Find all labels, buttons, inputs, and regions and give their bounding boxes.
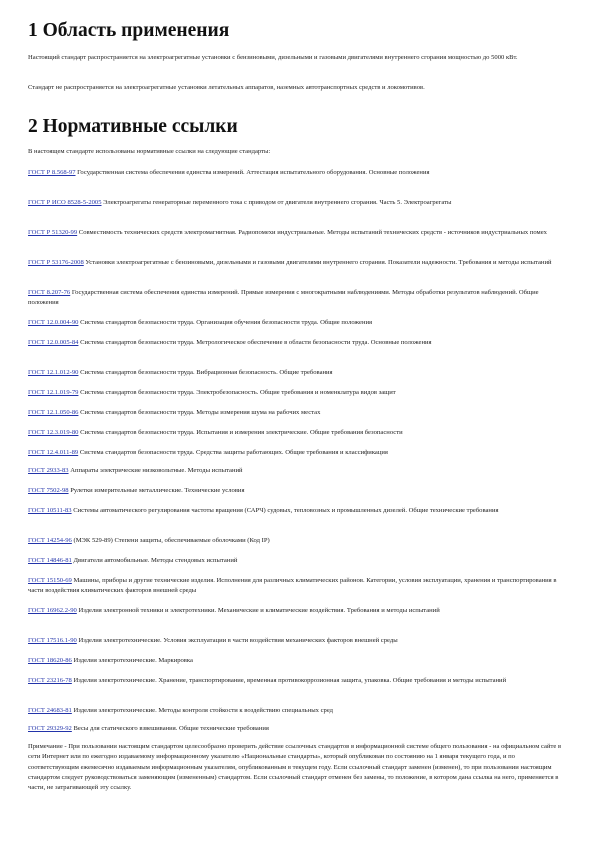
standard-link[interactable]: ГОСТ 16962.2-90 <box>28 607 77 614</box>
reference-item <box>28 636 564 646</box>
standard-link[interactable]: ГОСТ 12.0.005-84 <box>28 339 79 346</box>
standard-link[interactable]: ГОСТ 29329-92 <box>28 725 72 732</box>
standard-link[interactable]: ГОСТ 15150-69 <box>28 577 72 584</box>
reference-item <box>28 576 564 597</box>
reference-item <box>28 448 564 458</box>
standard-link[interactable]: ГОСТ 14846-81 <box>28 557 72 564</box>
standard-link[interactable]: ГОСТ 12.1.050-86 <box>28 409 79 416</box>
reference-item <box>28 506 564 516</box>
standard-link[interactable]: ГОСТ 23216-78 <box>28 677 72 684</box>
reference-item <box>28 258 564 268</box>
standard-title: Государственная система обеспечения единства измерений. Аттестация испытательного оборудования. Основные положения <box>75 169 430 176</box>
standard-title: Система стандартов безопасности труда. Вибрационная безопасность. Общие требования <box>78 369 333 376</box>
standard-title: Изделия электронной техники и электротехники. Механические и климатические воздействия. Требования и методы испытаний <box>76 607 440 614</box>
reference-item <box>28 656 564 666</box>
standard-link[interactable]: ГОСТ 12.1.012-90 <box>28 369 79 376</box>
reference-item <box>28 556 564 566</box>
reference-item <box>28 606 564 616</box>
standard-link[interactable]: ГОСТ 17516.1-90 <box>28 637 77 644</box>
standard-title: Аппараты электрические низковольтные. Методы испытаний <box>68 467 243 474</box>
standard-title: Двигатели автомобильные. Методы стендовых испытаний <box>71 557 238 564</box>
standard-link[interactable]: ГОСТ Р 53176-2008 <box>28 259 84 266</box>
standard-title: Изделия электротехнические. Методы контроля стойкости к воздействию специальных сред <box>71 707 334 714</box>
standard-link[interactable]: ГОСТ 12.0.004-90 <box>28 319 79 326</box>
standard-link[interactable]: ГОСТ 12.4.011-89 <box>28 449 79 456</box>
reference-item <box>28 368 564 378</box>
standard-link[interactable]: ГОСТ 8.207-76 <box>28 289 71 296</box>
standard-title: Электроагрегаты генераторные переменного тока с приводом от двигателя внутреннего сгорания. Часть 5. Электроагрегаты <box>101 199 452 206</box>
reference-item <box>28 408 564 418</box>
reference-item <box>28 388 564 398</box>
standard-title: Машины, приборы и другие технические изделия. Исполнения для различных климатических районов. Категории, условия эксплуатации, хранения и транспортирования в части воздействия климатических факторов внешней среды <box>28 577 557 595</box>
standard-link[interactable]: ГОСТ 2933-83 <box>28 467 69 474</box>
note-paragraph: Примечание - При пользовании настоящим стандартом целесообразно проверить действие ссылочных стандартов в информационной системе общего пользования - на официальном сайте в сети Интернет или по ежегодно издаваемому информационному указателю «Национальные стандарты», который опубликован по состоянию на 1 января текущего года, и по соответствующим ежемесячно издаваемым информационным указателям, опубликованным в текущем году. Если ссылочный стандарт заменен (изменен), то при пользовании настоящим стандартом следует руководствоваться заменяющим (измененным) стандартом. Если ссылочный стандарт отменен без замены, то положение, в котором дана ссылка на него, применяется в части, не затрагивающей эту ссылку. <box>28 743 562 792</box>
standard-title: Установки электроагрегатные с бензиновыми, дизельными и газовыми двигателями внутреннего сгорания. Показатели надежности. Требования и методы испытаний <box>83 259 552 266</box>
reference-item <box>28 536 564 546</box>
standard-title: Изделия электротехнические. Маркировка <box>71 657 193 664</box>
section-1-paragraph-1: Настоящий стандарт распространяется на электроагрегатные установки с бензиновыми, дизельными и газовыми двигателями внутреннего сгорания мощностью до 5000 кВт. <box>28 54 518 61</box>
standard-title: Система стандартов безопасности труда. Метрологическое обеспечение в области безопасности труда. Основные положения <box>78 339 432 346</box>
reference-item <box>28 288 564 309</box>
standard-link[interactable]: ГОСТ 10511-83 <box>28 507 72 514</box>
standard-title: Система стандартов безопасности труда. Электробезопасность. Общие требования и номенклатура видов защит <box>78 389 396 396</box>
standard-title: Система стандартов безопасности труда. Организация обучения безопасности труда. Общие положения <box>78 319 373 326</box>
section-1-heading: 1 Область применения <box>28 20 230 41</box>
standard-title: Система стандартов безопасности труда. Средства защиты работающих. Общие требования и классификация <box>78 449 388 456</box>
standard-link[interactable]: ГОСТ Р 8.568-97 <box>28 169 76 176</box>
standard-title: Изделия электротехнические. Хранение, транспортирование, временная противокоррозионная защита, упаковка. Общие требования и методы испытаний <box>71 677 507 684</box>
standard-title: Система стандартов безопасности труда. Методы измерения шума на рабочих местах <box>78 409 321 416</box>
reference-item <box>28 318 564 328</box>
section-2-intro: В настоящем стандарте использованы нормативные ссылки на следующие стандарты: <box>28 148 271 155</box>
reference-item <box>28 168 564 178</box>
section-1-paragraph-2: Стандарт не распространяется на электроагрегатные установки летательных аппаратов, наземных автотранспортных средств и локомотивов. <box>28 84 425 91</box>
standard-link[interactable]: ГОСТ 7502-98 <box>28 487 69 494</box>
section-2-heading: 2 Нормативные ссылки <box>28 116 238 137</box>
standard-title: Системы автоматического регулирования частоты вращения (САРЧ) судовых, тепловозных и промышленных дизелей. Общие технические требования <box>71 507 499 514</box>
reference-item <box>28 486 564 496</box>
standard-title: (МЭК 529-89) Степени защиты, обеспечиваемые оболочками (Код IP) <box>71 537 270 544</box>
reference-item <box>28 724 564 734</box>
reference-item <box>28 428 564 438</box>
reference-item <box>28 338 564 348</box>
reference-item <box>28 706 564 716</box>
standard-link[interactable]: ГОСТ 18620-86 <box>28 657 72 664</box>
standard-title: Совместимость технических средств электромагнитная. Радиопомехи индустриальные. Методы испытаний технических средств - источников индустриальных помех <box>77 229 547 236</box>
reference-item <box>28 676 564 686</box>
standard-link[interactable]: ГОСТ 12.3.019-80 <box>28 429 79 436</box>
standard-link[interactable]: ГОСТ 12.1.019-79 <box>28 389 79 396</box>
standard-title: Рулетки измерительные металлические. Технические условия <box>68 487 245 494</box>
standard-title: Весы для статического взвешивания. Общие технические требования <box>71 725 269 732</box>
standard-link[interactable]: ГОСТ Р ИСО 8528-5-2005 <box>28 199 102 206</box>
reference-item <box>28 198 564 208</box>
standard-title: Изделия электротехнические. Условия эксплуатации в части воздействия механических факторов внешней среды <box>76 637 398 644</box>
standard-link[interactable]: ГОСТ 14254-96 <box>28 537 72 544</box>
standard-link[interactable]: ГОСТ Р 51320-99 <box>28 229 78 236</box>
standard-link[interactable]: ГОСТ 24683-81 <box>28 707 72 714</box>
reference-item <box>28 466 564 476</box>
standard-title: Система стандартов безопасности труда. Испытания и измерения электрические. Общие требования безопасности <box>78 429 403 436</box>
reference-item <box>28 228 564 238</box>
standard-title: Государственная система обеспечения единства измерений. Прямые измерения с многократными наблюдениями. Методы обработки результатов наблюдений. Общие положения <box>28 289 539 307</box>
